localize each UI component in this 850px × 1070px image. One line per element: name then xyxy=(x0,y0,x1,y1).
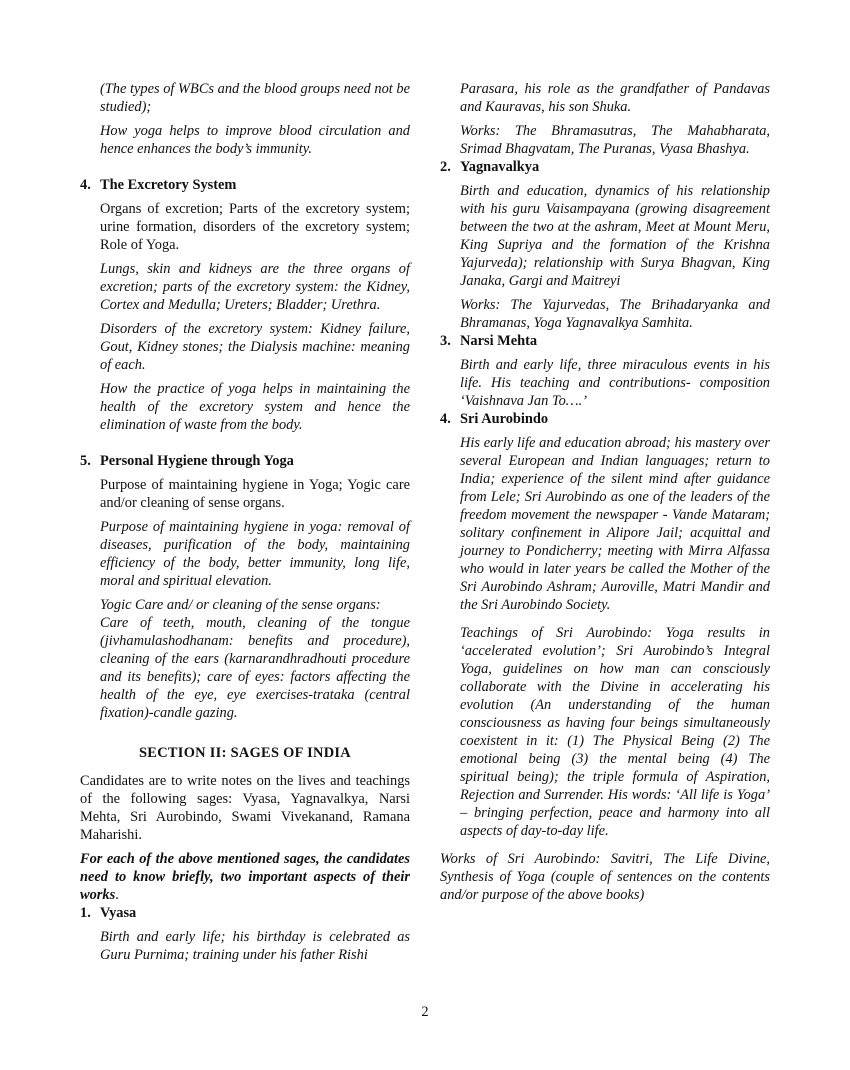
narsi-mehta-paragraph: Birth and early life, three miraculous events in his life. His teaching and contributions- composition ‘Vaishnava Jan To….’ xyxy=(460,357,770,409)
heading-number: 5. xyxy=(80,453,91,469)
heading-number: 1. xyxy=(80,905,91,921)
heading-title: Yagnavalkya xyxy=(460,159,540,175)
candidates-paragraph: Candidates are to write notes on the lives and teachings of the following sages: Vyasa, Yagnavalkya, Narsi Mehta, Sri Aurobindo, Swami Vivekanand, Ramana Maharishi. xyxy=(80,773,410,843)
heading-sri-aurobindo xyxy=(440,410,770,428)
excretory-paragraph-1: Organs of excretion; Parts of the excretory system; urine formation, disorders of the excretory system; Role of Yoga. xyxy=(100,201,410,253)
heading-number: 4. xyxy=(440,411,451,427)
heading-number: 3. xyxy=(440,333,451,349)
heading-vyasa xyxy=(80,904,410,922)
heading-title: Vyasa xyxy=(100,905,137,921)
heading-title: Sri Aurobindo xyxy=(460,411,549,427)
for-each-period: . xyxy=(115,887,119,903)
heading-title: Personal Hygiene through Yoga xyxy=(100,453,294,469)
page-number: 2 xyxy=(421,1004,429,1020)
vyasa-works: Works: The Bhramasutras, The Mahabharata, Srimad Bhagvatam, The Puranas, Vyasa Bhashya. xyxy=(460,123,770,157)
vyasa-paragraph-1: Birth and early life; his birthday is celebrated as Guru Purnima; training under his father Rishi xyxy=(100,929,410,963)
heading-title: Narsi Mehta xyxy=(460,333,538,349)
hygiene-paragraph-3-body: Care of teeth, mouth, cleaning of the tongue (jivhamulashodhanam: benefits and procedure), cleaning of the ears (karnarandhradhouti procedure and its benefits); care of eyes: factors affecting the health of the eye, eye exercises-trataka (central fixation)-candle gazing. xyxy=(100,615,410,721)
heading-narsi-mehta xyxy=(440,332,770,350)
heading-number: 2. xyxy=(440,159,451,175)
excretory-paragraph-3: Disorders of the excretory system: Kidney failure, Gout, Kidney stones; the Dialysis machine: meaning of each. xyxy=(100,321,410,373)
hygiene-paragraph-1: Purpose of maintaining hygiene in Yoga; Yogic care and/or cleaning of sense organs. xyxy=(100,477,410,511)
for-each-text: For each of the above mentioned sages, the candidates need to know briefly, two important aspects of their works xyxy=(80,851,410,903)
yagnavalkya-paragraph-1: Birth and education, dynamics of his relationship with his guru Vaisampayana (growing disagreement between the two at the ashram, Meet at Mount Meru, King Supriya and the formation of the Krishna Yajurveda); relationship with Surya Bhagvan, King Janaka, Gargi and Maitreyi xyxy=(460,183,770,289)
heading-title: The Excretory System xyxy=(100,177,237,193)
vyasa-continued: Parasara, his role as the grandfather of Pandavas and Kauravas, his son Shuka. xyxy=(460,81,770,115)
hygiene-paragraph-3-title: Yogic Care and/ or cleaning of the sense organs: xyxy=(100,597,381,613)
left-column xyxy=(80,80,410,964)
heading-personal-hygiene xyxy=(80,452,410,470)
heading-number: 4. xyxy=(80,177,91,193)
yoga-blood-paragraph: How yoga helps to improve blood circulation and hence enhances the body’s immunity. xyxy=(100,123,410,157)
heading-excretory-system xyxy=(80,176,410,194)
excretory-paragraph-2: Lungs, skin and kidneys are the three organs of excretion; parts of the excretory system: the Kidney, Cortex and Medulla; Ureters; Bladder; Urethra. xyxy=(100,261,410,313)
yagnavalkya-works: Works: The Yajurvedas, The Brihadaryanka and Bhramanas, Yoga Yagnavalkya Samhita. xyxy=(460,297,770,331)
aurobindo-paragraph-1: His early life and education abroad; his mastery over several European and Indian languages; return to India; experience of the silent mind after guidance from Lele; Sri Aurobindo as one of the leaders of the freedom movement the newspaper - Vande Mataram; solitary confinement in Alipore Jail; acquittal and journey to Pondicherry; meeting with Mirra Alfassa who would in later years be called the Mother of the Sri Aurobindo Ashram; Auroville, Matri Mandir and the Sri Aurobindo Society. xyxy=(460,435,770,613)
aurobindo-works: Works of Sri Aurobindo: Savitri, The Life Divine, Synthesis of Yoga (couple of sentences on the contents and/or purpose of the above books) xyxy=(440,851,770,903)
heading-yagnavalkya xyxy=(440,158,770,176)
for-each-paragraph xyxy=(80,850,410,904)
wbc-note: (The types of WBCs and the blood groups need not be studied); xyxy=(100,81,410,115)
aurobindo-teachings: Teachings of Sri Aurobindo: Yoga results in ‘accelerated evolution’; Sri Aurobindo’s Integral Yoga, guidelines on how man can consciously collaborate with the Divine in accelerating his evolution (An understanding of the human consciousness as having four beings simultaneously coexistent in it: (1) The Physical Being (2) The emotional being (3) the mental being (4) The spiritual being); the triple formula of Aspiration, Rejection and Surrender. His words: ‘All life is Yoga’ – bringing perfection, peace and harmony into all aspects of day-to-day life. xyxy=(460,625,770,839)
excretory-paragraph-4: How the practice of yoga helps in maintaining the health of the excretory system and hence the elimination of waste from the body. xyxy=(100,381,410,433)
right-column xyxy=(440,80,770,904)
section-title: SECTION II: SAGES OF INDIA xyxy=(139,745,351,761)
hygiene-paragraph-2: Purpose of maintaining hygiene in yoga: removal of diseases, purification of the body, maintaining efficiency of the body, better immunity, long life, moral and spiritual elevation. xyxy=(100,519,410,589)
